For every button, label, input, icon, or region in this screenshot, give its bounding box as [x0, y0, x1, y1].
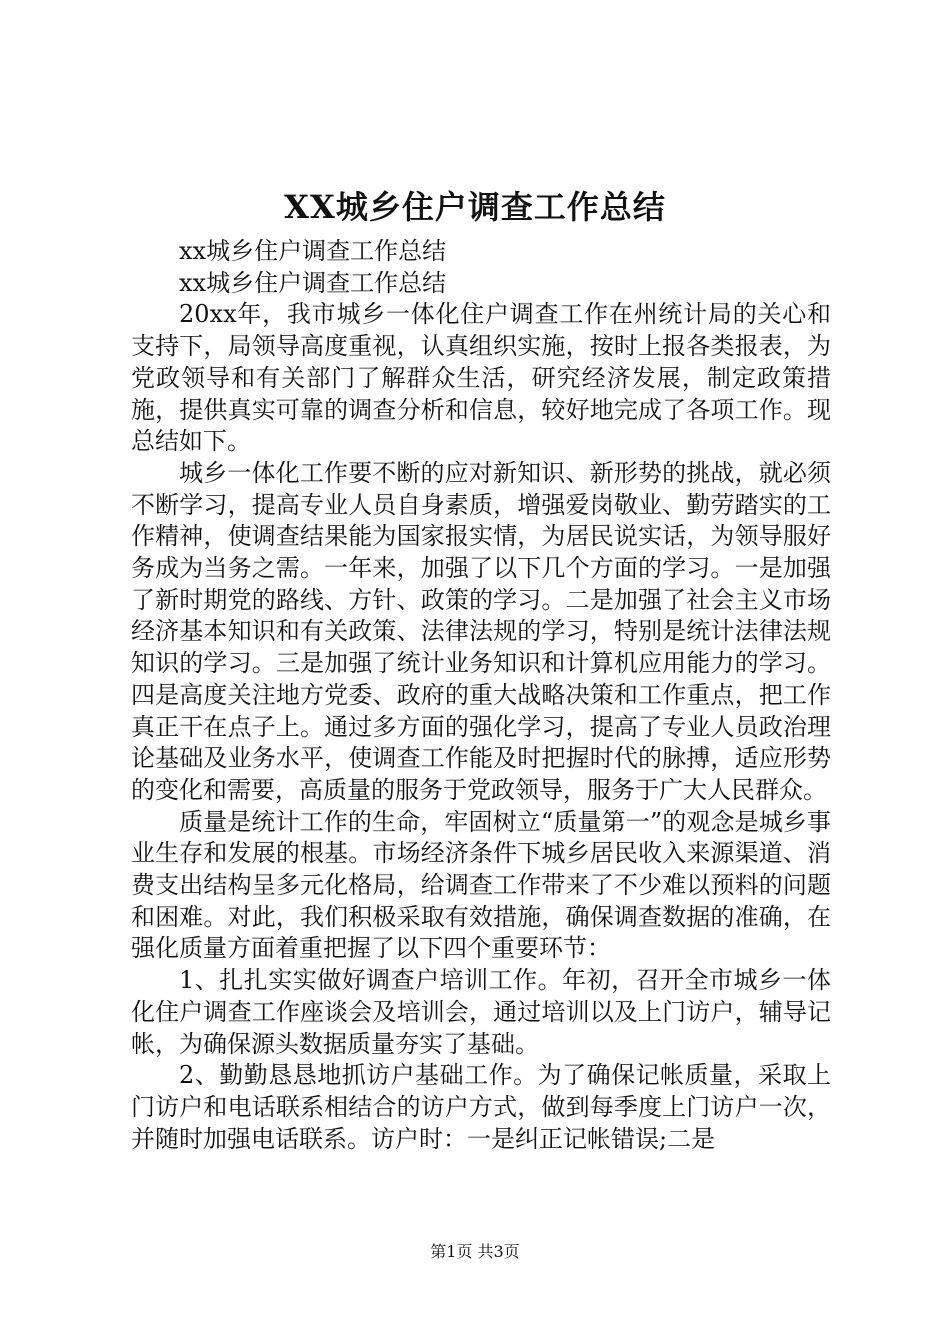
paragraph: xx城乡住户调查工作总结: [179, 268, 447, 297]
paragraph: 质量是统计工作的生命，牢固树立“质量第一”的观念是城乡事业生存和发展的根基。市场经济条件下城乡居民收入来源渠道、消费支出结构呈多元化格局，给调查工作带来了不少难以预料的问题和困难。对此，我们积极采取有效措施，确保调查数据的准确，在强化质量方面着重把握了以下四个重要环节：: [131, 807, 831, 963]
document-body: [131, 236, 831, 1155]
paragraph: 1、扎扎实实做好调查户培训工作。年初，召开全市城乡一体化住户调查工作座谈会及培训会，通过培训以及上门访户，辅导记帐，为确保源头数据质量夯实了基础。: [131, 966, 831, 1058]
document-title: XX城乡住户调查工作总结: [284, 188, 666, 226]
paragraph: 城乡一体化工作要不断的应对新知识、新形势的挑战，就必须不断学习，提高专业人员自身素质，增强爱岗敬业、勤劳踏实的工作精神，使调查结果能为国家报实情，为居民说实话，为领导服好务成为当务之需。一年来，加强了以下几个方面的学习。一是加强了新时期党的路线、方针、政策的学习。二是加强了社会主义市场经济基本知识和有关政策、法律法规的学习，特别是统计法律法规知识的学习。三是加强了统计业务知识和计算机应用能力的学习。四是高度关注地方党委、政府的重大战略决策和工作重点，把工作真正干在点子上。通过多方面的强化学习，提高了专业人员政治理论基础及业务水平，使调查工作能及时把握时代的脉搏，适应形势的变化和需要，高质量的服务于党政领导，服务于广大人民群众。: [131, 458, 831, 804]
page-number-footer: 第1页 共3页: [430, 1242, 520, 1261]
paragraph: 20xx年，我市城乡一体化住户调查工作在州统计局的关心和支持下，局领导高度重视，认真组织实施，按时上报各类报表，为党政领导和有关部门了解群众生活，研究经济发展，制定政策措施，提供真实可靠的调查分析和信息，较好地完成了各项工作。现总结如下。: [131, 300, 831, 456]
paragraph: xx城乡住户调查工作总结: [179, 237, 447, 265]
paragraph: 2、勤勤恳恳地抓访户基础工作。为了确保记帐质量，采取上门访户和电话联系相结合的访户方式，做到每季度上门访户一次，并随时加强电话联系。访户时：一是纠正记帐错误;二是: [131, 1061, 831, 1153]
